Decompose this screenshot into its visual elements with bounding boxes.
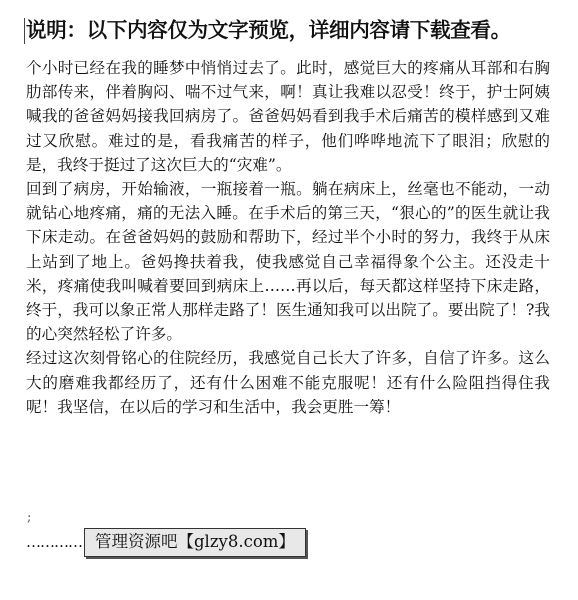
leader-dots: ………… [26,533,82,551]
stray-semicolon: ; [27,510,32,525]
brand-watermark-box: 管理资源吧【glzy8.com】 [84,528,306,557]
document-body [26,56,550,419]
paragraph-3: 经过这次刻骨铭心的住院经历，我感觉自己长大了许多，自信了许多。这么大的磨难我都经历了，还有什么困难不能克服呢！还有什么险阻挡得住我呢！我坚信，在以后的学习和生活中，我会更胜一筹！ [26,349,550,416]
paragraph-2: 回到了病房，开始输液，一瓶接着一瓶。躺在病床上，丝毫也不能动，一动就钻心地疼痛，痛的无法入睡。在手术后的第三天，“狠心的”的医生就让我下床走动。在爸爸妈妈的鼓励和帮助下，经过半个小时的努力，我终于从床上站到了地上。爸妈搀扶着我，使我感觉自己幸福得象个公主。还没走十米，疼痛使我叫喊着要回到病床上……再以后，每天都这样坚持下床走路，终于，我可以象正常人那样走路了！医生通知我可以出院了。要出院了！?我的心突然轻松了许多。 [26,180,550,344]
preview-notice: 说明：以下内容仅为文字预览，详细内容请下载查看。 [26,18,511,42]
text-cursor [24,18,25,44]
footer-row [26,526,306,558]
paragraph-1: 个小时已经在我的睡梦中悄悄过去了。此时，感觉巨大的疼痛从耳部和右胸肋部传来，伴着胸闷、喘不过气来，啊！真让我难以忍受！终于，护士阿姨喊我的爸爸妈妈接我回病房了。爸爸妈妈看到我手术后痛苦的模样感到又难过又欣慰。难过的是，看我痛苦的样子，他们哗哗地流下了眼泪；欣慰的是，我终于挺过了这次巨大的“灾难”。 [26,59,550,174]
